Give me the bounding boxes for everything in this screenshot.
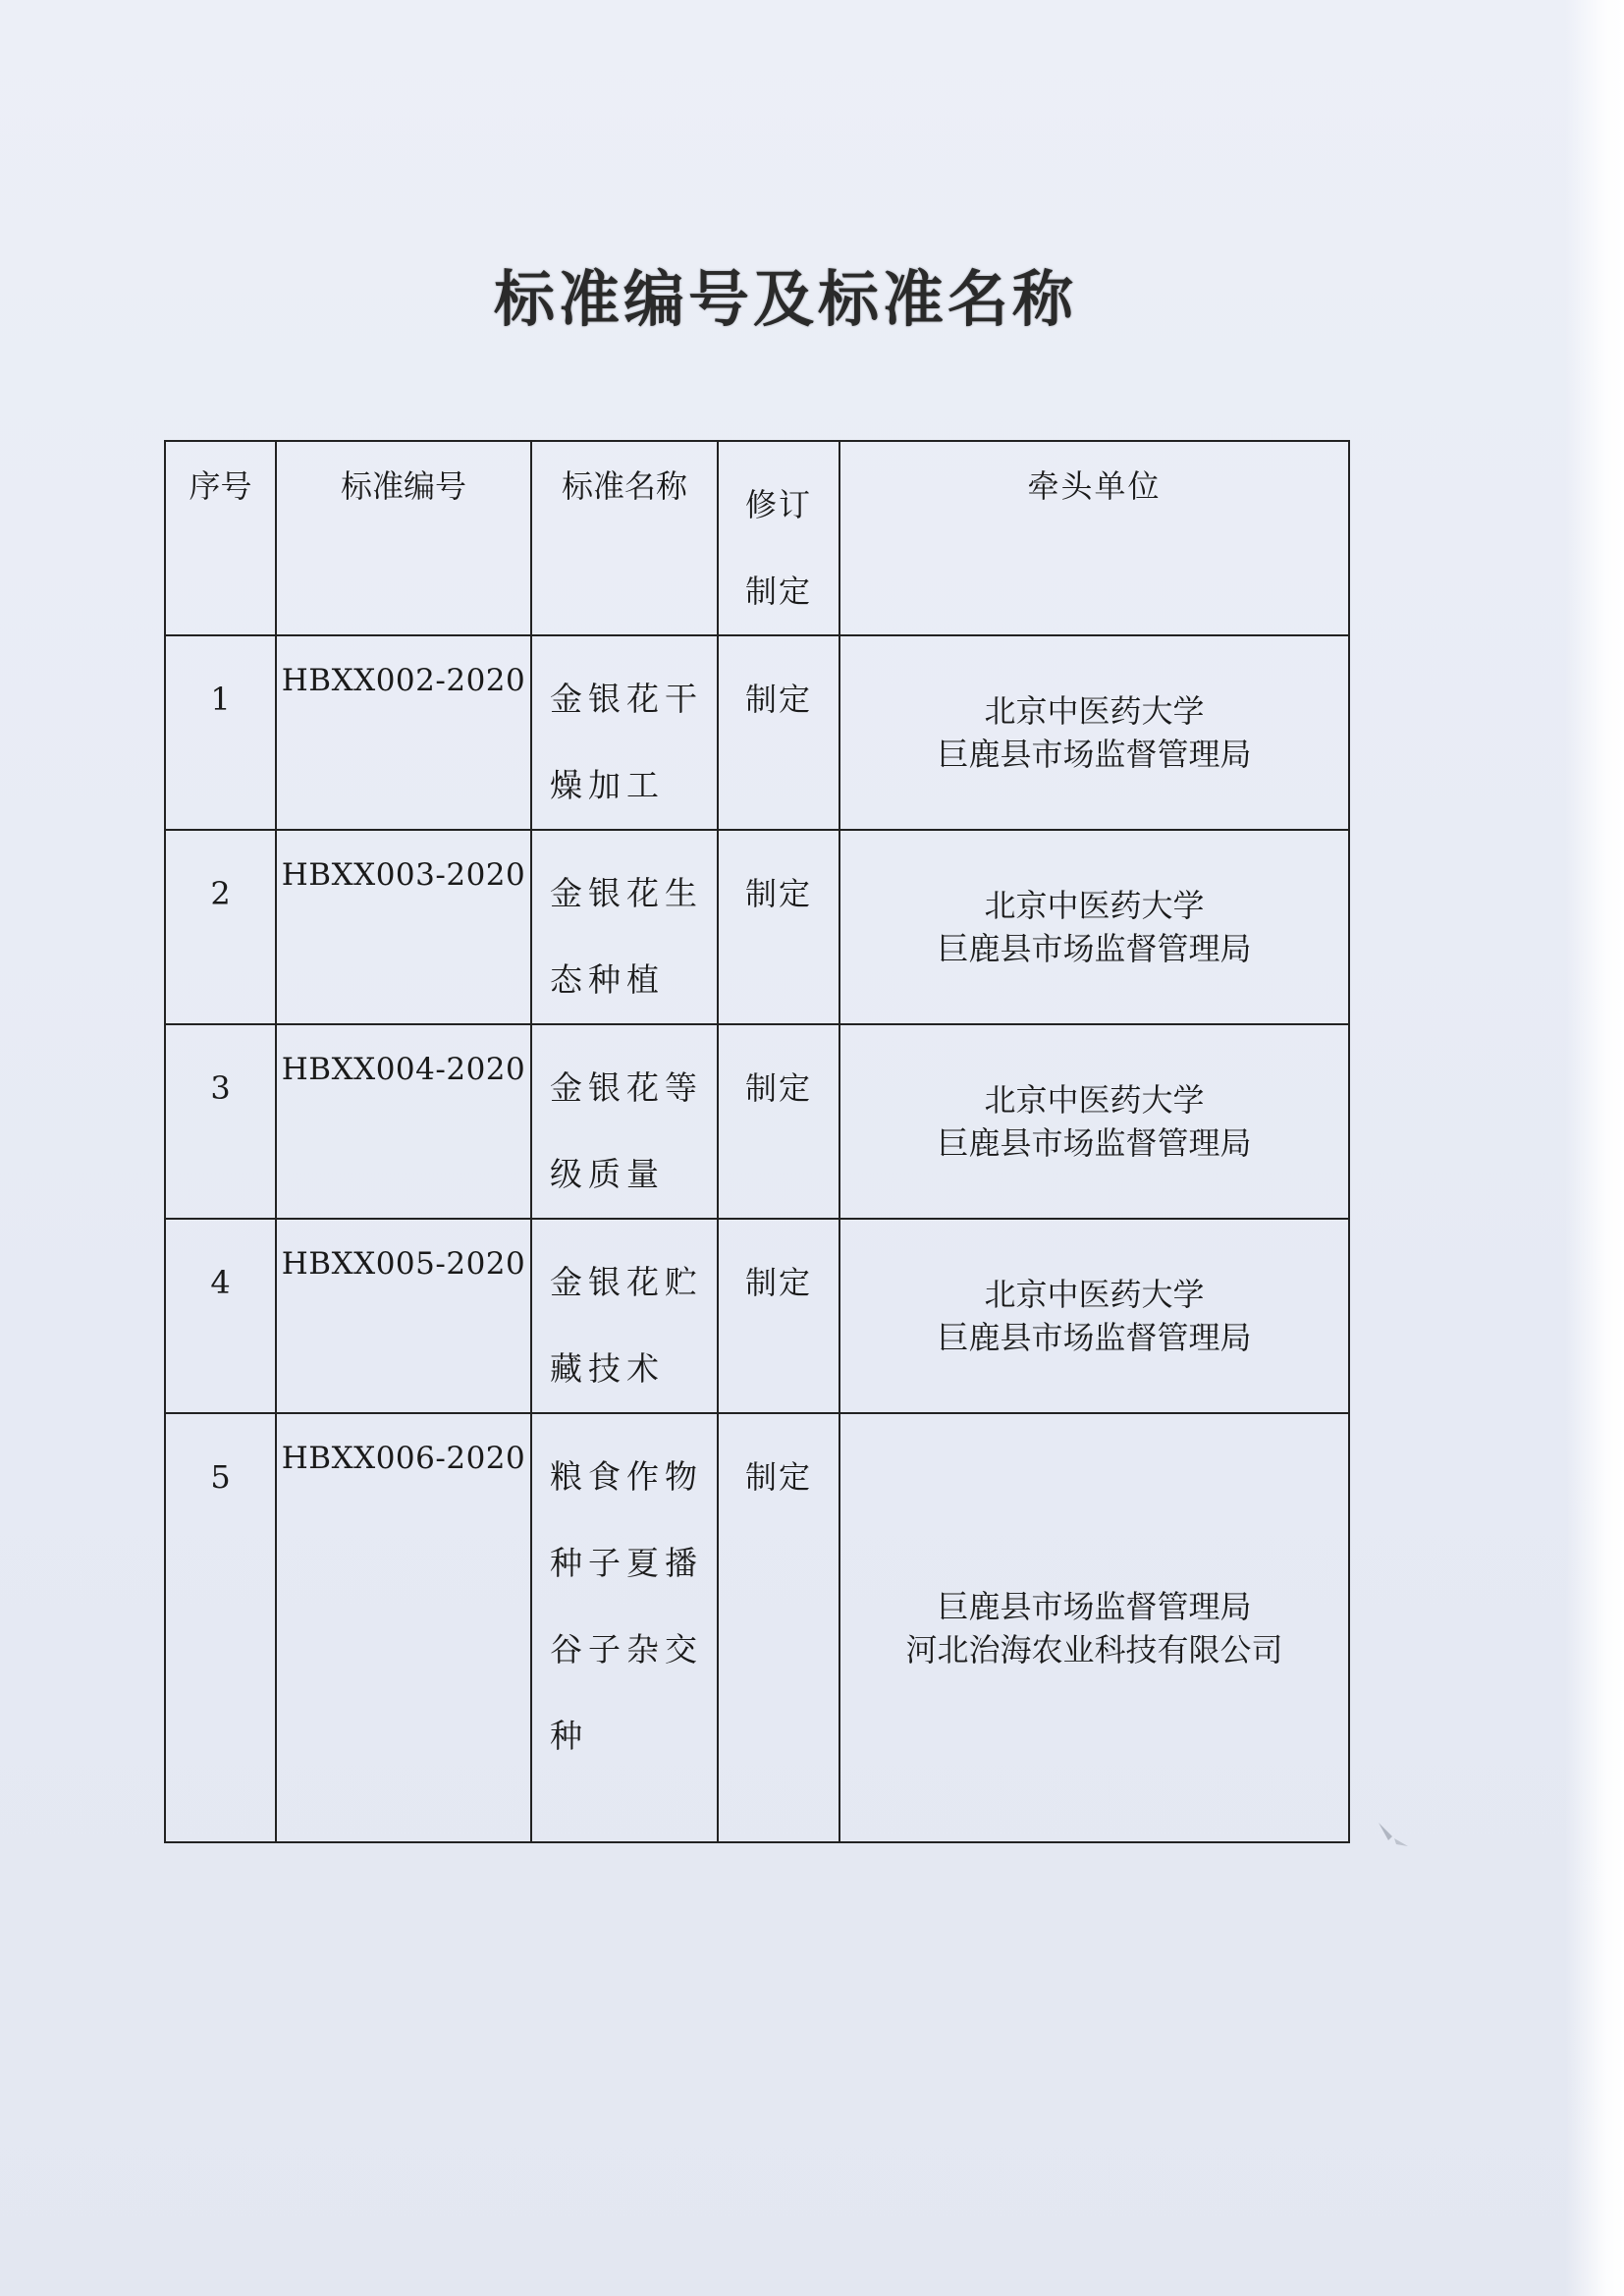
- cell-revise: 制定: [718, 1024, 839, 1219]
- cell-revise: 制定: [718, 1219, 839, 1413]
- header-seq: 序号: [165, 441, 276, 635]
- cell-lead: [839, 1024, 1349, 1219]
- cell-lead: [839, 830, 1349, 1024]
- header-lead: 牵头单位: [839, 441, 1349, 635]
- lead-org-2: 巨鹿县市场监督管理局: [937, 1319, 1252, 1356]
- cell-name: 金银花生态种植: [531, 830, 718, 1024]
- header-revise: [718, 441, 839, 635]
- table-row: [165, 1024, 1349, 1219]
- cell-code: HBXX002-2020: [276, 635, 531, 830]
- header-code: 标准编号: [276, 441, 531, 635]
- table-row: [165, 635, 1349, 830]
- standards-table: [164, 440, 1350, 1843]
- lead-org-1: 北京中医药大学: [984, 692, 1205, 730]
- table-row: [165, 1413, 1349, 1842]
- cell-seq: 4: [165, 1219, 276, 1413]
- cell-code: HBXX005-2020: [276, 1219, 531, 1413]
- cell-lead: [839, 1413, 1349, 1842]
- table-header-row: [165, 441, 1349, 635]
- lead-org-2: 巨鹿县市场监督管理局: [937, 930, 1252, 967]
- table-row: [165, 830, 1349, 1024]
- cell-revise: 制定: [718, 830, 839, 1024]
- lead-org-1: 北京中医药大学: [984, 1081, 1205, 1119]
- cell-seq: 1: [165, 635, 276, 830]
- scan-speck-mark: [1375, 1817, 1414, 1856]
- cell-seq: 2: [165, 830, 276, 1024]
- cell-lead: [839, 635, 1349, 830]
- lead-org-1: 北京中医药大学: [984, 1276, 1205, 1313]
- cell-code: HBXX006-2020: [276, 1413, 531, 1842]
- header-name: 标准名称: [531, 441, 718, 635]
- lead-org-2: 河北治海农业科技有限公司: [905, 1630, 1283, 1668]
- cell-lead: [839, 1219, 1349, 1413]
- page-edge: [1565, 0, 1624, 2296]
- cell-seq: 5: [165, 1413, 276, 1842]
- cell-revise: 制定: [718, 635, 839, 830]
- header-revise-line2: 制定: [744, 573, 812, 610]
- document-title: 标准编号及标准名称: [493, 263, 1077, 335]
- cell-code: HBXX003-2020: [276, 830, 531, 1024]
- table-row: [165, 1219, 1349, 1413]
- cell-name: 金银花贮藏技术: [531, 1219, 718, 1413]
- cell-name: 粮食作物种子夏播谷子杂交种: [531, 1413, 718, 1842]
- lead-org-2: 巨鹿县市场监督管理局: [937, 736, 1252, 773]
- lead-org-2: 巨鹿县市场监督管理局: [937, 1124, 1252, 1162]
- cell-name: 金银花干燥加工: [531, 635, 718, 830]
- lead-org-1: 北京中医药大学: [984, 887, 1205, 924]
- cell-name: 金银花等级质量: [531, 1024, 718, 1219]
- cell-seq: 3: [165, 1024, 276, 1219]
- cell-revise: 制定: [718, 1413, 839, 1842]
- header-revise-line1: 修订: [744, 486, 812, 523]
- lead-org-1: 巨鹿县市场监督管理局: [937, 1587, 1252, 1625]
- cell-code: HBXX004-2020: [276, 1024, 531, 1219]
